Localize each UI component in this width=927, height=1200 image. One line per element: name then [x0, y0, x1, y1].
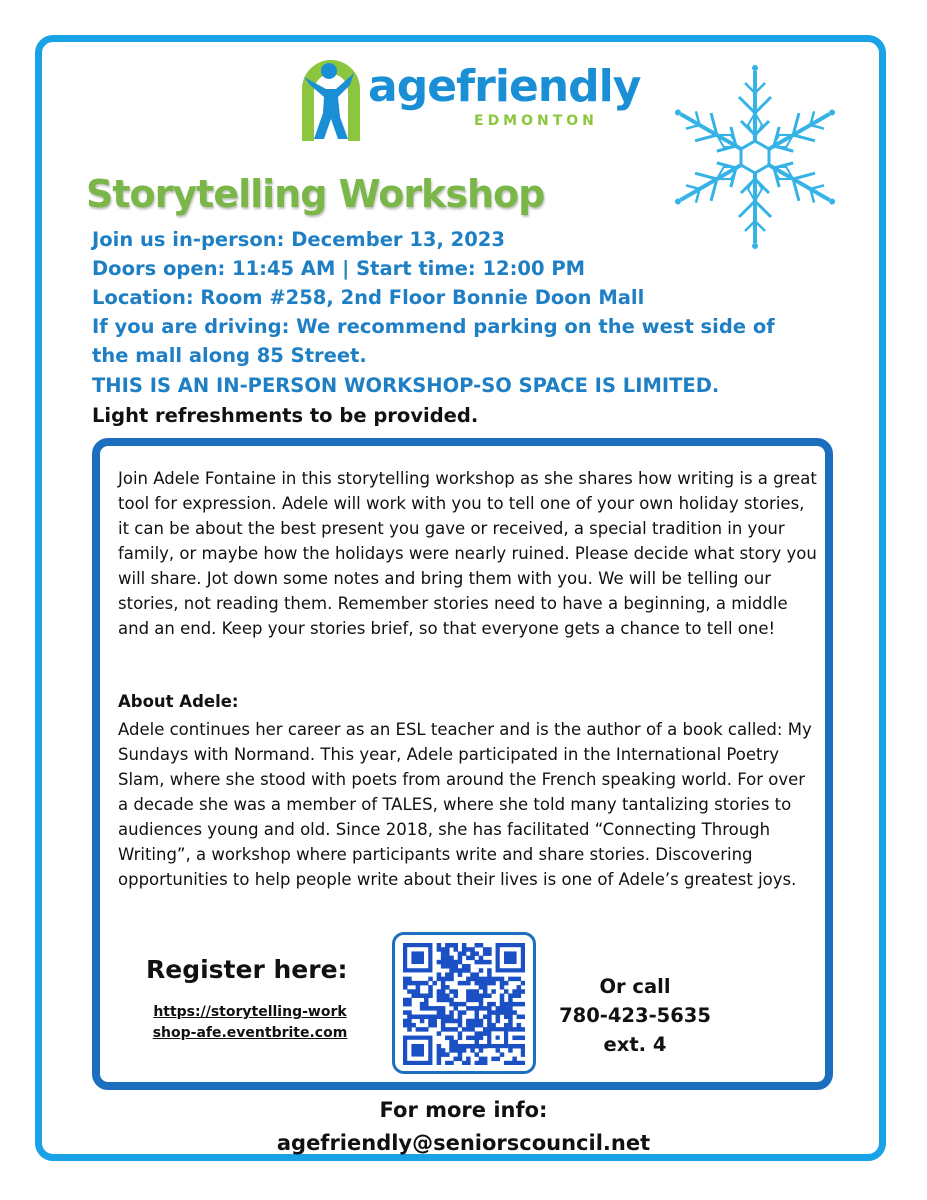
logo-city: EDMONTON: [474, 113, 598, 129]
contact-email[interactable]: agefriendly@seniorscouncil.net: [276, 1131, 651, 1155]
figure-arch-icon: [296, 55, 366, 145]
about-heading: About Adele:: [118, 692, 239, 711]
about-text: Adele continues her career as an ESL teacher and is the author of a book called: My Sundays with Normand. This year, Adele participated in the International Poetry Slam, where she stood with poets from around the French speaking world. For over a decade she was a member of TALES, where she told many tantalizing stories to audiences young and old. Since 2018, she has facilitated “Connecting Through Writing”, a workshop where participants write and share stories. Discovering opportunities to help people write about their lives is one of Adele’s greatest joys.: [118, 720, 812, 889]
qr-code-icon: [403, 943, 525, 1065]
call-label: Or call: [599, 975, 671, 998]
qr-code[interactable]: [392, 932, 536, 1074]
refreshments-line: Light refreshments to be provided.: [92, 404, 479, 427]
registration-link[interactable]: https://storytelling-workshop-afe.eventbrite.com: [152, 1004, 348, 1041]
driving-line-2: the mall along 85 Street.: [92, 344, 367, 367]
phone-number[interactable]: 780-423-5635: [559, 1004, 711, 1027]
time-line: Doors open: 11:45 AM | Start time: 12:00 PM: [92, 257, 586, 280]
workshop-title: Storytelling Workshop: [86, 172, 545, 216]
logo-wordmark: agefriendly: [368, 61, 641, 112]
workshop-description: Join Adele Fontaine in this storytelling workshop as she shares how writing is a great tool for expression. Adele will work with you to tell one of your own holiday stories, it can be about the best present you gave or received, a special tradition in your family, or maybe how the holidays were nearly ruined. Please decide what story you will share. Jot down some notes and bring them with you. We will be telling our stories, not reading them. Remember stories need to have a beginning, a middle and an end. Keep your stories brief, so that everyone gets a chance to tell one!: [118, 469, 817, 638]
date-line: Join us in-person: December 13, 2023: [92, 228, 505, 251]
driving-line-1: If you are driving: We recommend parking on the west side of: [92, 315, 775, 338]
phone-extension: ext. 4: [603, 1033, 667, 1056]
space-notice: THIS IS AN IN-PERSON WORKSHOP-SO SPACE IS LIMITED.: [92, 374, 720, 397]
phone-block: [558, 972, 712, 1059]
agefriendly-logo: [296, 55, 641, 145]
register-heading: Register here:: [146, 955, 348, 984]
more-info-label: For more info:: [379, 1098, 548, 1122]
location-line: Location: Room #258, 2nd Floor Bonnie Doon Mall: [92, 286, 645, 309]
snowflake-icon: [660, 62, 850, 252]
